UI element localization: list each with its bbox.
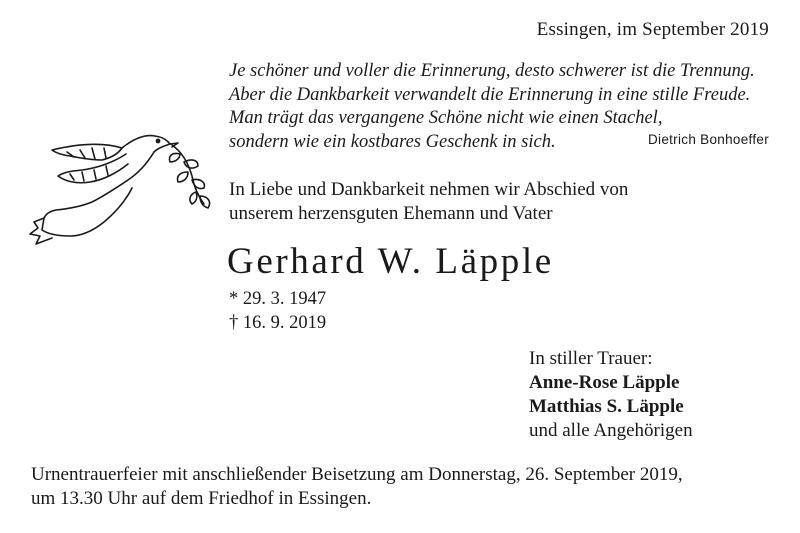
- mourners-others: und alle Angehörigen: [529, 420, 693, 441]
- mourners-heading: In stiller Trauer:: [529, 348, 653, 369]
- mourners-block: [529, 347, 693, 443]
- quote-author: Dietrich Bonhoeffer: [647, 132, 769, 147]
- mourner-name: Anne-Rose Läpple: [529, 372, 680, 393]
- intro-line: In Liebe und Dankbarkeit nehmen wir Abschied von: [229, 179, 629, 200]
- dateline: Essingen, im September 2019: [536, 19, 769, 40]
- ceremony-line: Urnentrauerfeier mit anschließender Beisetzung am Donnerstag, 26. September 2019,: [31, 464, 683, 485]
- quote-line: Je schöner und voller die Erinnerung, desto schwerer ist die Trennung.: [229, 61, 755, 81]
- ceremony-line: um 13.30 Uhr auf dem Friedhof in Essingen.: [31, 488, 372, 509]
- intro-line: unserem herzensguten Ehemann und Vater: [229, 203, 553, 224]
- quote-line: Man trägt das vergangene Schöne nicht wie einen Stachel,: [229, 108, 663, 128]
- death-date: † 16. 9. 2019: [229, 313, 327, 333]
- life-dates: [229, 287, 326, 335]
- deceased-name: Gerhard W. Läpple: [227, 241, 554, 282]
- quote-line: sondern wie ein kostbares Geschenk in sich.: [229, 131, 556, 152]
- ceremony-info: [31, 463, 683, 511]
- farewell-intro: [229, 178, 628, 226]
- birth-date: * 29. 3. 1947: [229, 289, 327, 309]
- quote-line: Aber die Dankbarkeit verwandelt die Erinnerung in eine stille Freude.: [229, 84, 751, 105]
- dove-with-olive-branch-icon: [22, 110, 222, 250]
- mourner-name: Matthias S. Läpple: [529, 396, 684, 417]
